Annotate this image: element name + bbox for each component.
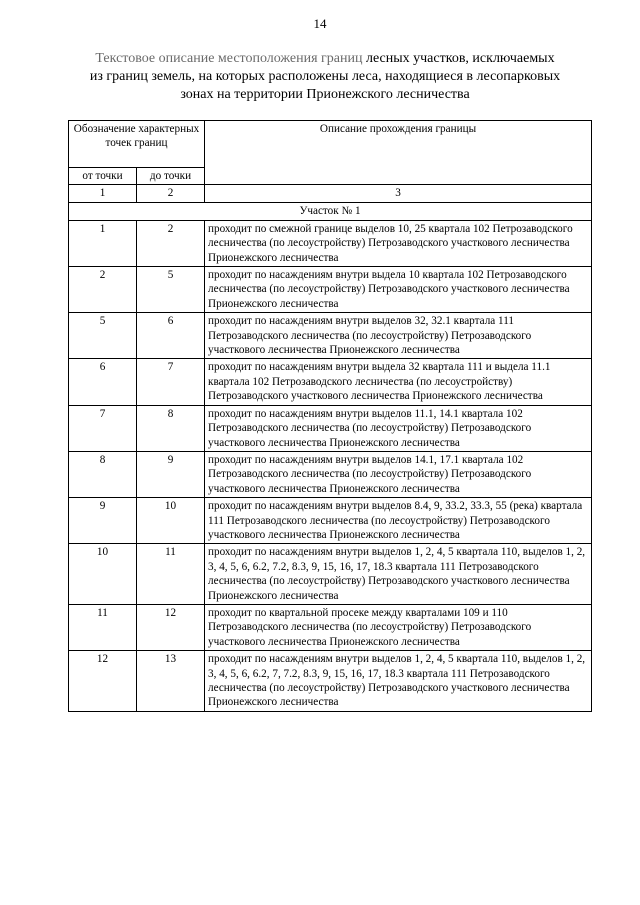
cell-from-point: 10 bbox=[69, 544, 137, 605]
cell-description: проходит по насаждениям внутри выделов 14.1, 17.1 квартала 102 Петрозаводского лесничества (по лесоустройству) Петрозаводского участкового лесничества Прионежского лесничества bbox=[205, 451, 592, 497]
cell-from-point: 2 bbox=[69, 267, 137, 313]
header-description: Описание прохождения границы bbox=[205, 121, 592, 185]
cell-from-point: 5 bbox=[69, 313, 137, 359]
header-index-2: 2 bbox=[137, 185, 205, 203]
header-index-3: 3 bbox=[205, 185, 592, 203]
title-line-2: из границ земель, на которых расположены леса, находящиеся в лесопарковых bbox=[89, 69, 561, 84]
header-points-group: Обозначение характерных точек границ bbox=[69, 121, 205, 168]
cell-description: проходит по насаждениям внутри выделов 32, 32.1 квартала 111 Петрозаводского лесничества (по лесоустройству) Петрозаводского участкового лесничества Прионежского лесничества bbox=[205, 313, 592, 359]
title-faded-part: Текстовое описание местоположения границ bbox=[95, 51, 363, 66]
cell-from-point: 1 bbox=[69, 220, 137, 266]
cell-from-point: 12 bbox=[69, 651, 137, 712]
header-from-point: от точки bbox=[69, 168, 137, 185]
cell-to-point: 10 bbox=[137, 498, 205, 544]
page-number: 14 bbox=[313, 16, 327, 31]
title-line-1-rest: лесных участков, исключаемых bbox=[362, 51, 555, 66]
cell-from-point: 9 bbox=[69, 498, 137, 544]
table-row bbox=[69, 604, 592, 650]
cell-to-point: 12 bbox=[137, 604, 205, 650]
table-row bbox=[69, 651, 592, 712]
cell-from-point: 8 bbox=[69, 451, 137, 497]
cell-to-point: 5 bbox=[137, 267, 205, 313]
table-row bbox=[69, 313, 592, 359]
table-row bbox=[69, 451, 592, 497]
cell-from-point: 11 bbox=[69, 604, 137, 650]
boundary-description-table bbox=[68, 120, 592, 712]
cell-to-point: 13 bbox=[137, 651, 205, 712]
cell-to-point: 11 bbox=[137, 544, 205, 605]
cell-description: проходит по смежной границе выделов 10, 25 квартала 102 Петрозаводского лесничества (по лесоустройству) Петрозаводского участкового лесничества Прионежского лесничества bbox=[205, 220, 592, 266]
cell-description: проходит по насаждениям внутри выделов 11.1, 14.1 квартала 102 Петрозаводского лесничества (по лесоустройству) Петрозаводского участкового лесничества Прионежского лесничества bbox=[205, 405, 592, 451]
table-row bbox=[69, 405, 592, 451]
cell-to-point: 8 bbox=[137, 405, 205, 451]
header-index-1: 1 bbox=[69, 185, 137, 203]
cell-to-point: 6 bbox=[137, 313, 205, 359]
cell-description: проходит по насаждениям внутри выделов 1, 2, 4, 5 квартала 110, выделов 1, 2, 3, 4, 5, 6, 6.2, 7.2, 8.3, 9, 15, 16, 17, 18.3 квартала 111 Петрозаводского лесничества (по лесоустройству) Петрозаводского участкового лесничества Прионежского лесничества bbox=[205, 544, 592, 605]
title-line-3: зонах на территории Прионежского лесничества bbox=[180, 87, 470, 102]
cell-to-point: 2 bbox=[137, 220, 205, 266]
cell-description: проходит по квартальной просеке между кварталами 109 и 110 Петрозаводского лесничества (по лесоустройству) Петрозаводского участкового лесничества Прионежского лесничества bbox=[205, 604, 592, 650]
cell-to-point: 7 bbox=[137, 359, 205, 405]
table-row bbox=[69, 267, 592, 313]
header-to-point: до точки bbox=[137, 168, 205, 185]
document-title bbox=[60, 50, 590, 104]
title-line-1 bbox=[60, 50, 590, 68]
table-row bbox=[69, 359, 592, 405]
cell-description: проходит по насаждениям внутри выдела 32 квартала 111 и выдела 11.1 квартала 102 Петрозаводского лесничества (по лесоустройству) Петрозаводского участкового лесничества Прионежского лесничества bbox=[205, 359, 592, 405]
table-row bbox=[69, 220, 592, 266]
cell-from-point: 7 bbox=[69, 405, 137, 451]
cell-from-point: 6 bbox=[69, 359, 137, 405]
cell-description: проходит по насаждениям внутри выделов 8.4, 9, 33.2, 33.3, 55 (река) квартала 111 Петрозаводского лесничества (по лесоустройству) Петрозаводского участкового лесничества Прионежского лесничества bbox=[205, 498, 592, 544]
table-row bbox=[69, 544, 592, 605]
cell-description: проходит по насаждениям внутри выдела 10 квартала 102 Петрозаводского лесничества (по лесоустройству) Петрозаводского участкового лесничества Прионежского лесничества bbox=[205, 267, 592, 313]
section-title: Участок № 1 bbox=[69, 203, 592, 220]
table-row bbox=[69, 498, 592, 544]
cell-to-point: 9 bbox=[137, 451, 205, 497]
cell-description: проходит по насаждениям внутри выделов 1, 2, 4, 5 квартала 110, выделов 1, 2, 3, 4, 5, 6, 6.2, 7, 7.2, 8.3, 9, 15, 16, 17, 18.3 квартала 111 Петрозаводского лесничества (по лесоустройству) Петрозаводского участкового лесничества Прионежского лесничества bbox=[205, 651, 592, 712]
